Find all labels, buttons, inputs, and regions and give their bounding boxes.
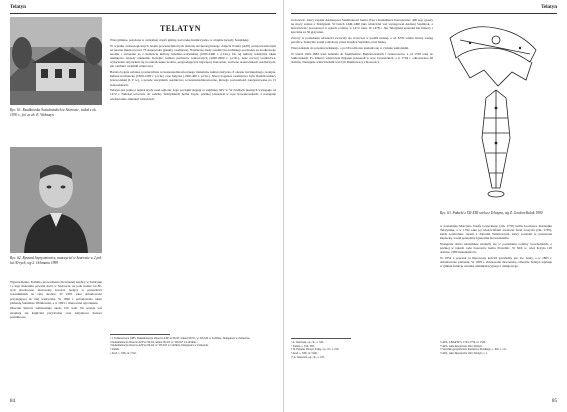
- figure-62-caption: Ryc. 62. Ryszard Szpryomowicz, nauczyciel w Szurowie w 2 poł. lat 30-tych, wg 2. Ochmana 1999: [10, 256, 102, 265]
- paragraph: Gołczewic, który zapisał Andrzejowi Szembokowi herbu Wąż i Kaziemierz Kuraciewiec 400 kop groszy na mocy zapisu z Telatynem. W latach 1449-1490 jako właściciel wsi występował Andrzej Szembok, a Kuraciewiec pozostawał w rękach rodziny w 1472 roku. W 1478 r. Jan Telatyński sprzedał łan kmiecy i karczmę za 50 grzywien.: [291, 18, 433, 35]
- footnote: ¹³ Słownik geograficzny Królestwa Polskiego, t. XII, s. 111.: [440, 348, 507, 352]
- footnote: ⁶ A. Janeczek, op. cit., s. 345.: [291, 341, 324, 344]
- footnote: ⁹ AGZ, t. XIX, nr 3146.: [291, 352, 318, 356]
- footnote: ¹ J. Tomaszewicz 1983, Dokumentacja zbiorów AZP ze 90-93, arkusz 90-91, w: WUOZ w Lublinie, Delegatura w Zamościu.: [110, 337, 251, 340]
- paragraph: Obecnie Szurów zamieszkuje około 150 osób. Na terenie wsi znajdują się kapliczki przydrożne oraz zabytkowe drzewa pomnikowe.: [10, 306, 102, 319]
- right-page: [284, 0, 567, 412]
- paragraph: W latach 1601-1682 wieś należała do Szembeków, Budzanowskich i Gniewoszów, a od 1700 roku do Sułkowskich. Po śmierci właściciela majątek przeszedł w ręce Czarneckich, a w 1794 r. odnotowano 46 domów. Następnie właścicielami wsi byli Dunikowscy i Kowerscy.: [291, 51, 433, 64]
- paragraph: Wyprzedzenie. Pomimo prowadzenia drewnianej kaplicy w Telatynie i z tego materiału powstał dwór w Szurowie, na polu koniec lat 80-tych zbudowano murowany kościół, będący w przeszłości rozsadnikiem na całą okolicę. W 1991 roku dobudowano przylegającą do niej wieżyczkę. W 1990 r. pobudowano także plebanię Stanisław Wiśniewski, a w 1993 r. murowane ogrodzenie.: [10, 280, 102, 305]
- footnote-rule: [291, 338, 351, 339]
- main-text-column: [110, 38, 276, 102]
- text-column-2: [440, 224, 552, 270]
- footnote: ² Dokumentacja zbiorów AZP ze 90-94, arkusz 90-93, w: WUOZ w Lublinie.: [110, 340, 197, 344]
- footnote: ⁷ Tamże, s. 352, 359.: [291, 344, 315, 348]
- paragraph: Bardzo bogata zebrana powierzchnia wczesnośredniowiecznego materiału, kultura łużycka. Z okresu trzcinieckiego, kolejna, kultura trzciniecka (1600-1200 r. p.Chr.) oraz łużycka (1300-400 r. p.Chr.). Nieco bogatsze osadnictwo było śladem kultury przeworskiej (I-V w.), a przede wszystkim osadnictwo wczesnośredniowieczne, którego pozostałości zarejestrowane na 15 stanowiskach.: [110, 70, 276, 87]
- footnotes-right: [440, 341, 552, 356]
- page-number: 85: [552, 399, 557, 404]
- running-header: Telatyn: [10, 5, 26, 10]
- page-number: 84: [10, 399, 15, 404]
- left-page: [0, 0, 283, 412]
- text-column-1: [291, 18, 433, 66]
- footnote: ⁵ AGZ, t. XIX, nr 1742.: [110, 351, 137, 355]
- paragraph: Wieś należała do powiatu bełskiego, a po III rozbiorze znalazła się w cyrkule zamojskim.: [291, 45, 410, 50]
- header-rule: [10, 13, 276, 14]
- footnote: ⁸ W. Pałucki, Drogi i trakty, op. cit., s. 210.: [291, 348, 340, 352]
- figure-61-caption: Ryc. 61. Rzadkowska Świadawskich w Szurowie, widok z ok. 1930 r., fot. ze zb. E. Wołoszyn: [10, 108, 97, 117]
- paragraph: w posiadaniu Marcjana Józefa Gozyckiego (zm. 1735) herbu Gozdawa, marszałka Telatyńska, a w 1794 roku jej właścicielami zostawał Józef Gozycki (zm. 1795), kiedy kontrolaki, razem z dobrami Wiśniowicza, który posiadał tę przestrzeń kupiecką, został sprzedany Ignacemu Kowerskiemu.: [440, 224, 552, 241]
- paragraph: Telatyn jest jedną z najstarszych osad regionu. Jego początki sięgają co najmniej XIV w. W źródłach pisanych występuje od 1472 r. Należał wówczas do rodziny Telatyńskich herbu Topór, później przeszedł w ręce Kroczkowskich, a następnie wielokrotnie zmieniał właścicieli.: [110, 88, 276, 101]
- paragraph: W wyniku archeologicznych badań powierzchniowych metodą Archeologicznego Zdjęcia Polski (AZP) przeprowadzonym na terenie miejscowości 73 stanowiska (punkty osadnicze). Najstarsze ślady osadnictwa ludzkiego pochodzą ze środkowego neolitu i związane są z ludnością kultury lubelsko-wołyńskiej (4700-3400 r. p.Chr.). Do tej kultury należymy także ułamkowe zespoły znalezisk. Kolejne, kultura pucharów lejkowatych (4200-2900 r. p.Chr.), nasz rozwój osadnictwa, wyłączenie terytorium się na zakończenie neolitu, przypadających najwięcej stanowisk, zarówno stanowiskach osadniczych, jak i kultura ceramiki sznurowej.: [110, 43, 276, 69]
- footnote: ¹¹ APL, CBARTUS, 1743-1756, nr 1520.: [440, 341, 486, 344]
- paragraph: Zwroty w posiadaniu własności zwracały się wówczas w parafii ruskiej, a od XVII wieku dawny zasięg parafii w Telatynie został rozłożony przez Kaplicę Szpitalną oraz Suską.: [291, 36, 433, 45]
- running-header: Telatyn: [541, 5, 557, 10]
- artifact-drawing: [440, 18, 552, 208]
- footnote: ¹⁴ APL, Akta hipoteczne dóbr Telatyn, s. 1.: [440, 352, 488, 356]
- footnotes-left: [291, 341, 433, 360]
- lower-text-column: [10, 280, 102, 320]
- footnote: ¹⁰ A. Janeczek, op. cit., s. 197.: [291, 355, 325, 359]
- paragraph: W 1854 r. powstał tu murowany kościół parafialny pw. św. Anny, a w 1865 r. dobudowano plebanię. W 1905 r. zbudowano dzwonnicę. Obecnie Telatyn zajmuje w gminie funkcję ośrodka administracyjnego i usługowego.: [440, 256, 552, 269]
- footnote: ¹² APL, Akta hipoteczne dóbr Telatyn.: [440, 344, 483, 348]
- footnote: ³ Dokumentacja zbiorów AZP ze 90-94, w: WUOZ w Lublinie, Delegatura w Zamościu.: [110, 344, 209, 348]
- paragraph: Wieś gminna, położona w centralnej części gminy, nad rzeką Kamiczywka, w obrębie Grzędy Sokalskiej.: [110, 38, 250, 42]
- figure-63-caption: Ryc. 63. Pałucki z XII-XIII wieku z Telatyna, wg Z. Gordon-Kulak 1990: [440, 211, 543, 215]
- footnote: ⁴ Tamże.: [110, 348, 120, 352]
- footnotes: [110, 337, 276, 356]
- header-rule: [291, 13, 557, 14]
- footnote-rule: [110, 334, 170, 335]
- house-photo: [10, 17, 102, 105]
- paragraph: Następnie dobra telatyńskie znalazły się w posiadaniu rodziny Grocholskich, a później w rękach rodu Łaszczów herbu Prawdzic. W XIX w. wieś liczyła 120 domów i 980 mieszkańców.: [440, 242, 552, 255]
- chapter-title: TELATYN: [160, 24, 201, 33]
- portrait-photo: [10, 147, 102, 253]
